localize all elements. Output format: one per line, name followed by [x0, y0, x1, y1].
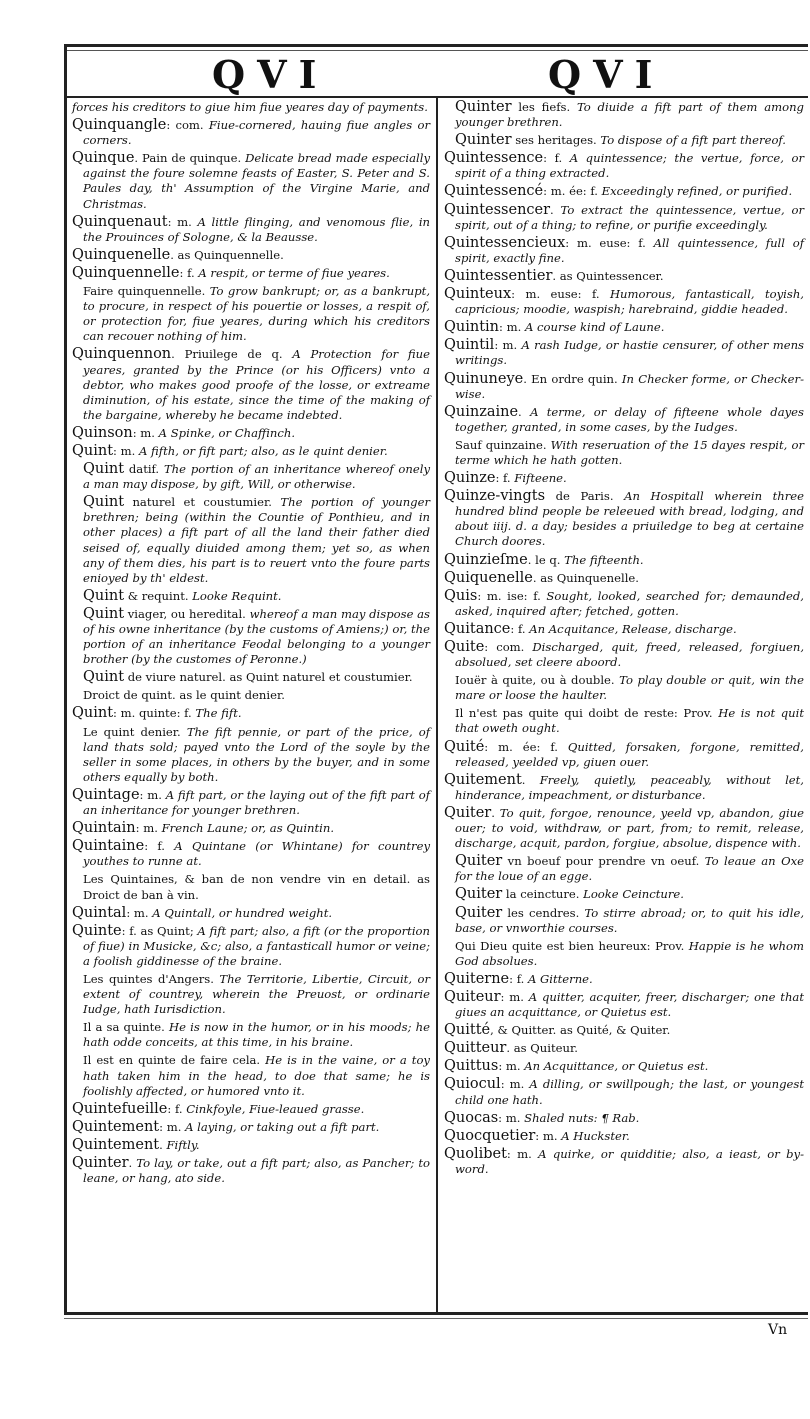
entry-french-text: : m. ise: f. — [477, 588, 541, 603]
entry-english-gloss: The Territorie, Libertie, Circuit, or extent of countrey, wherein the Preuost, or ordinarie Iudge, hath Iurisdiction. — [83, 971, 430, 1017]
entry-french-text: . Priuilege de q. — [171, 347, 283, 362]
dictionary-entry — [444, 1077, 804, 1107]
entry-english-gloss: Fifteene. — [510, 471, 567, 486]
dictionary-entry — [444, 438, 804, 468]
entry-headword: Quinquennon — [72, 346, 172, 363]
entry-french-text: : m. — [135, 821, 158, 836]
entry-headword: Quintessentier — [444, 267, 553, 284]
entry-headword: Quintessencé — [444, 183, 544, 200]
dictionary-entry — [444, 320, 804, 335]
dictionary-entry — [444, 740, 804, 770]
entry-english-gloss: The portion of an inheritance whereof onely a man may dispose, by gift, Will, or otherwise. — [83, 462, 430, 492]
dictionary-entry — [72, 462, 430, 492]
entry-headword: Quint — [83, 587, 125, 604]
entry-english-gloss: A terme, or delay of fifteene whole dayes together, granted, in some cases, by the Iudges. — [455, 404, 804, 434]
dictionary-entry — [444, 133, 804, 148]
entry-headword: Quinuneye — [444, 370, 524, 387]
entry-french-text: : m. — [167, 214, 192, 229]
entry-english-gloss: A Spinke, or Chaffinch. — [155, 425, 296, 440]
entry-french-text: . En ordre quin. — [523, 371, 618, 386]
entry-english-gloss: The fifteenth. — [560, 552, 644, 567]
entry-french-text: : f. as Quint; — [121, 923, 194, 938]
entry-french-text: : m. euse: f. — [565, 235, 646, 250]
entry-french-text: naturel et coustumier. — [124, 495, 272, 510]
dictionary-entry — [72, 1102, 430, 1117]
entry-french-text: : m. — [494, 338, 518, 353]
entry-english-gloss: An Acquittance, or Quietus est. — [520, 1059, 709, 1074]
entry-french-text: : m. — [506, 1146, 532, 1161]
dictionary-entry — [72, 1120, 430, 1135]
entry-french-text: : m. euse: f. — [511, 287, 600, 302]
entry-headword: Quinquangle — [72, 117, 167, 134]
entry-english-gloss: forces his creditors to giue him fiue yeares day of payments. — [72, 100, 428, 114]
entry-french-text: : m. — [126, 905, 149, 920]
entry-french-text: Il a sa quinte. — [83, 1020, 165, 1035]
entry-headword: Quinter — [72, 1155, 129, 1171]
entry-french-text: : m. ée: f. — [543, 184, 598, 199]
entry-headword: Quintain — [72, 820, 136, 837]
dictionary-entry — [444, 287, 804, 317]
entry-english-gloss: A Quintall, or hundred weight. — [148, 905, 333, 920]
dictionary-entry — [72, 607, 430, 667]
entry-headword: Quinquenaut — [72, 213, 168, 230]
dictionary-entry — [72, 725, 430, 785]
frame-bottom-rule-thin — [64, 1318, 808, 1319]
entry-french-text: . — [491, 805, 495, 820]
dictionary-entry — [444, 405, 804, 435]
entry-french-text: . as Quinquenelle. — [532, 570, 639, 585]
entry-french-text: . Pain de quinque. — [134, 151, 242, 166]
entry-english-gloss: To extract the quintessence, vertue, or spirit, out of a thing; to refine, or purifie exceedingly. — [455, 202, 804, 232]
entry-french-text: : com. — [484, 640, 525, 654]
catchword: Vn — [768, 1322, 788, 1338]
entry-english-gloss: A respit, or terme of fiue yeares. — [194, 265, 390, 280]
dictionary-entry — [444, 338, 804, 368]
dictionary-entry — [72, 924, 430, 969]
entry-english-gloss: All quintessence, full of spirit, exactly fine. — [455, 235, 805, 265]
entry-french-text: . as Quiteur. — [506, 1041, 578, 1056]
dictionary-entry — [444, 906, 804, 936]
entry-headword: Quitance — [444, 620, 511, 637]
entry-french-text: : com. — [166, 118, 204, 133]
dictionary-entry — [444, 553, 804, 568]
entry-french-text: & requint. — [124, 588, 189, 603]
entry-headword: Quinte — [72, 922, 122, 939]
entry-french-text: : m. — [113, 443, 136, 458]
entry-french-text: . le q. — [527, 552, 561, 567]
dictionary-entry — [72, 347, 430, 422]
dictionary-entry — [72, 821, 430, 836]
entry-headword: Quiter — [455, 904, 503, 921]
entry-french-text: : m. — [159, 1119, 182, 1134]
dictionary-entry — [444, 939, 804, 969]
entry-english-gloss: To quit, forgoe, renounce, yeeld vp, abandon, giue ouer; to void, withdraw, or part, from; to remit, release, discharge, acquit, pardon, forgiue, absolue, dispence with. — [455, 805, 804, 851]
dictionary-entry — [444, 887, 804, 902]
dictionary-entry — [444, 673, 804, 703]
dictionary-entry — [72, 248, 430, 263]
dictionary-entry — [72, 284, 430, 344]
entry-french-text: : f. — [543, 151, 563, 166]
entry-headword: Quiteur — [444, 988, 501, 1005]
dictionary-entry — [444, 571, 804, 586]
entry-french-text: . — [518, 404, 522, 419]
entry-headword: Quiocul — [444, 1076, 501, 1093]
dictionary-entry — [444, 151, 804, 181]
entry-headword: Quint — [83, 461, 125, 478]
entry-headword: Quiquenelle — [444, 569, 533, 586]
entry-french-text: Droict de quint. as le quint denier. — [83, 688, 285, 703]
entry-english-gloss: Freely, quietly, peaceably, without let, hinderance, impeachment, or disturbance. — [455, 772, 804, 802]
entry-french-text: . — [159, 1137, 163, 1152]
entry-headword: Quite — [444, 639, 485, 655]
entry-english-gloss: To play double or quit, win the mare or loose the haulter. — [455, 673, 804, 703]
entry-english-gloss: A rash Iudge, or hastie censurer, of other mens writings. — [455, 338, 804, 368]
entry-headword: Quintefueille — [72, 1100, 168, 1117]
entry-french-text: vn boeuf pour prendre vn oeuf. — [502, 854, 700, 869]
entry-french-text: : m. — [498, 1059, 521, 1074]
entry-english-gloss: He is not quit that oweth ought. — [455, 706, 805, 736]
dictionary-entry — [444, 706, 804, 736]
entry-headword: Quinque — [72, 150, 135, 167]
entry-headword: Quinter — [455, 99, 512, 115]
dictionary-entry — [72, 688, 430, 703]
right-column — [444, 100, 804, 1180]
entry-english-gloss: He is in the vaine, or a toy hath taken him in the head, to doe that same; he is foolishly affected, or humored vnto it. — [83, 1053, 430, 1098]
entry-headword: Quint — [72, 442, 114, 459]
entry-english-gloss: Fiftly. — [162, 1137, 200, 1152]
entry-headword: Quiter — [455, 886, 503, 903]
entry-french-text: ses heritages. — [511, 133, 597, 148]
entry-english-gloss: whereof a man may dispose as of his owne inheritance (by the customs of Amiens;) or, the portion of an inheritance Feodal belonging to a younger brother (by the customes of Peronne.) — [83, 606, 431, 667]
entry-headword: Quiter — [455, 853, 503, 870]
entry-english-gloss: To stirre abroad; or, to quit his idle, base, or vnworthie courses. — [455, 905, 805, 935]
entry-headword: Quitteur — [444, 1040, 507, 1057]
entry-english-gloss: A Gitterne. — [524, 971, 593, 986]
entry-english-gloss: To dispose of a fift part thereof. — [596, 133, 786, 148]
dictionary-entry — [72, 906, 430, 921]
dictionary-entry — [72, 788, 430, 818]
entry-english-gloss: Delicate bread made especially against the foure solemne feasts of Easter, S. Peter and S. Paules day, th' Assumption of the Virgine Marie, and Christmas. — [83, 151, 431, 211]
entry-headword: Quintessencer — [444, 201, 551, 218]
frame-top-rule — [64, 44, 808, 47]
entry-headword: Quis — [444, 587, 478, 604]
dictionary-entry — [72, 972, 430, 1017]
entry-english-gloss: He is now in the humor, or in his moods; he hath odde conceits, at this time, in his braine. — [83, 1020, 430, 1050]
entry-headword: Quolibet — [444, 1145, 507, 1162]
dictionary-entry — [72, 151, 430, 211]
column-divider — [436, 98, 438, 1312]
entry-french-text: Qui Dieu quite est bien heureux: Prov. — [455, 938, 685, 953]
entry-english-gloss: A quirke, or quidditie; also, a ieast, or by-word. — [455, 1146, 804, 1176]
entry-headword: Quint — [83, 605, 125, 622]
entry-french-text: : f. — [179, 265, 195, 280]
entry-english-gloss: To diuide a fift part of them among younger brethren. — [455, 100, 804, 130]
entry-headword: Quinter — [455, 132, 512, 149]
entry-french-text: Faire quinquennelle. — [83, 284, 206, 299]
entry-english-gloss: A laying, or taking out a fift part. — [181, 1119, 380, 1134]
dictionary-entry — [444, 269, 804, 284]
entry-headword: Quinzieſme — [444, 551, 528, 568]
entry-english-gloss: In Checker forme, or Checker-wise. — [455, 371, 804, 401]
entry-french-text: : m. — [500, 989, 524, 1004]
entry-french-text: : m. — [498, 1110, 521, 1125]
left-column — [72, 100, 430, 1189]
entry-french-text: de Paris. — [545, 489, 614, 504]
entry-headword: Quint — [72, 705, 114, 722]
entry-english-gloss: Cinkfoyle, Fiue-leaued grasse. — [182, 1101, 365, 1116]
entry-english-gloss: Fiue-cornered, hauing fiue angles or corners. — [83, 118, 430, 148]
entry-headword: Quocas — [444, 1109, 499, 1126]
dictionary-entry — [72, 839, 430, 869]
entry-french-text: : m. ée: f. — [484, 739, 558, 754]
frame-left-rule — [64, 44, 67, 1314]
dictionary-entry — [72, 100, 430, 115]
dictionary-entry — [444, 489, 804, 549]
dictionary-entry — [444, 990, 804, 1020]
dictionary-entry — [444, 622, 804, 637]
entry-english-gloss: Quitted, forsaken, forgone, remitted, released, yeelded vp, giuen ouer. — [455, 739, 804, 769]
dictionary-entry — [72, 266, 430, 281]
entry-english-gloss: A Quintane (or Whintane) for countrey youthes to runne at. — [83, 839, 431, 869]
dictionary-entry — [444, 471, 804, 486]
running-head-right: QVI — [548, 52, 665, 97]
entry-headword: Quinquenelle — [72, 246, 171, 263]
entry-french-text: . — [128, 1156, 133, 1170]
entry-french-text: : f. — [495, 471, 511, 486]
entry-headword: Quinquennelle — [72, 264, 180, 281]
dictionary-entry — [72, 495, 430, 586]
dictionary-entry — [72, 118, 430, 148]
entry-french-text: : f. — [167, 1101, 183, 1116]
entry-english-gloss: To leaue an Oxe for the loue of an egge. — [455, 854, 804, 884]
entry-headword: Quocquetier — [444, 1127, 536, 1144]
dictionary-entry — [72, 215, 430, 245]
entry-french-text: Iouër à quite, ou à double. — [455, 673, 615, 688]
dictionary-entry — [444, 1147, 804, 1177]
entry-french-text: : m. — [535, 1128, 558, 1143]
entry-french-text: : m. — [500, 1077, 525, 1092]
entry-english-gloss: A quintessence; the vertue, force, or spirit of a thing extracted. — [455, 151, 805, 181]
dictionary-entry — [444, 203, 804, 233]
entry-french-text: Les Quintaines, & ban de non vendre vin en detail. as Droict de ban à vin. — [83, 872, 430, 902]
entry-english-gloss: A quitter, acquiter, freer, discharger; one that giues an acquittance, or Quietus est. — [455, 989, 804, 1020]
dictionary-entry — [72, 589, 430, 604]
dictionary-entry — [444, 1059, 804, 1074]
entry-english-gloss: Looke Ceincture. — [579, 887, 684, 902]
dictionary-entry — [444, 184, 804, 199]
entry-english-gloss: Exceedingly refined, or purified. — [597, 184, 793, 199]
entry-headword: Quintage — [72, 786, 140, 803]
entry-headword: Quitté — [444, 1022, 491, 1039]
dictionary-entry — [444, 1023, 804, 1038]
entry-french-text: : m. quinte: f. — [113, 706, 192, 721]
entry-english-gloss: An Hospitall wherein three hundred blind people be releeued with bread, lodging, and about iiij. d. a day; besides a priuiledge to beg at certaine Church doores. — [455, 489, 804, 549]
entry-headword: Quitement — [444, 771, 522, 788]
entry-english-gloss: An Acquitance, Release, discharge. — [525, 621, 737, 636]
frame-top-rule-thin — [64, 50, 808, 51]
entry-english-gloss: Humorous, fantasticall, toyish, capricious; moodie, waspish; harebraind, giddie headed. — [455, 287, 804, 317]
dictionary-entry — [72, 706, 430, 721]
entry-english-gloss: A fift part; also, a fift (or the proportion of fiue) in Musicke, &c; also, a fantasticall humor or veine; a foolish giddinesse of the braine. — [83, 923, 430, 968]
dictionary-entry — [72, 1020, 430, 1050]
dictionary-entry — [72, 670, 430, 685]
entry-french-text: Le quint denier. — [83, 724, 181, 739]
dictionary-entry — [444, 1129, 804, 1144]
dictionary-entry — [72, 1156, 430, 1186]
entry-french-text: , & Quitter. as Quité, & Quiter. — [490, 1023, 671, 1038]
entry-english-gloss: With reseruation of the 15 dayes respit, or terme which he hath gotten. — [455, 437, 804, 467]
entry-french-text: . — [521, 772, 526, 787]
dictionary-entry — [444, 236, 804, 266]
frame-bottom-rule — [64, 1312, 808, 1315]
dictionary-entry — [444, 372, 804, 402]
entry-headword: Quittus — [444, 1058, 499, 1075]
entry-headword: Quintement — [72, 1136, 160, 1153]
entry-french-text: de viure naturel. as Quint naturel et coustumier. — [124, 670, 413, 685]
entry-english-gloss: French Laune; or, as Quintin. — [157, 821, 335, 836]
entry-english-gloss: Sought, looked, searched for; demaunded, asked, inquired after; fetched, gotten. — [455, 588, 804, 618]
entry-english-gloss: A little flinging, and venomous flie, in the Prouinces of Sologne, & la Beausse. — [83, 214, 430, 244]
entry-french-text: Sauf quinzaine. — [455, 437, 547, 452]
dictionary-entry — [444, 773, 804, 803]
dictionary-entry — [72, 872, 430, 902]
dictionary-entry — [72, 426, 430, 441]
entry-english-gloss: The fift. — [191, 706, 242, 721]
dictionary-entry — [444, 806, 804, 851]
dictionary-entry — [444, 640, 804, 670]
entry-french-text: la ceincture. — [502, 887, 580, 902]
entry-english-gloss: Looke Requint. — [188, 588, 282, 603]
dictionary-entry — [444, 100, 804, 130]
entry-french-text: . as Quintessencer. — [552, 268, 664, 283]
entry-headword: Quint — [83, 669, 125, 686]
entry-headword: Quintal — [72, 904, 127, 921]
entry-french-text: : m. — [132, 425, 155, 440]
entry-headword: Quintessencieux — [444, 234, 566, 251]
entry-english-gloss: A fift part, or the laying out of the fift part of an inheritance for younger brethren. — [83, 787, 430, 818]
entry-french-text: . as Quinquennelle. — [170, 247, 284, 262]
entry-headword: Quinze-vingts — [444, 488, 546, 505]
entry-french-text: viager, ou heredital. — [124, 606, 246, 621]
entry-english-gloss: To lay, or take, out a fift part; also, as Pancher; to leane, or hang, ato side. — [83, 1156, 430, 1186]
entry-french-text: les fiefs. — [511, 100, 571, 114]
entry-english-gloss: A Protection for fiue yeares, granted by the Prince (or his Officers) vnto a debtor, who makes good proofe of the losse, or extreame diminution, of his estate, since the time of the making of the bargaine, whereby he became indebted. — [83, 347, 430, 422]
dictionary-entry — [444, 1111, 804, 1126]
entry-headword: Quinzaine — [444, 403, 519, 420]
entry-french-text: : f. — [509, 971, 525, 986]
entry-english-gloss: A course kind of Laune. — [521, 320, 665, 335]
dictionary-entry — [72, 1053, 430, 1098]
dictionary-entry — [444, 854, 804, 884]
entry-french-text: : m. — [139, 787, 162, 802]
entry-french-text: . — [550, 202, 554, 217]
entry-english-gloss: Happie is he whom God absolues. — [455, 938, 804, 968]
dictionary-entry — [444, 972, 804, 987]
entry-french-text: les cendres. — [502, 905, 580, 920]
entry-headword: Quintaine — [72, 838, 145, 855]
entry-french-text: Il n'est pas quite qui doibt de reste: Prov. — [455, 706, 713, 721]
running-head-left: QVI — [212, 52, 329, 97]
entry-english-gloss: Discharged, quit, freed, released, forgiuen, absolued, set cleere aboord. — [455, 640, 804, 670]
entry-french-text: : f. — [144, 839, 165, 854]
entry-headword: Quintement — [72, 1118, 160, 1135]
entry-english-gloss: Shaled nuts: ¶ Rab. — [520, 1110, 640, 1125]
entry-headword: Quintessence — [444, 150, 544, 167]
entry-headword: Quintil — [444, 337, 495, 354]
entry-french-text: Les quintes d'Angers. — [83, 971, 214, 986]
entry-headword: Quintin — [444, 319, 500, 336]
dictionary-entry — [444, 589, 804, 619]
entry-french-text: Il est en quinte de faire cela. — [83, 1053, 261, 1068]
entry-english-gloss: A dilling, or swillpough; the last, or youngest child one hath. — [455, 1077, 804, 1107]
entry-french-text: : m. — [499, 320, 522, 335]
entry-english-gloss: The fift pennie, or part of the price, of land thats sold; payed vnto the Lord of the soyle by the seller in some places, in others by the buyer, and in some others equally by both. — [83, 724, 430, 784]
entry-french-text: : f. — [510, 621, 526, 636]
entry-english-gloss: The portion of younger brethren; being (within the Countie of Ponthieu, and in other places) a fift part of all the land their father died seised of, equally diuided among them; yet so, as when any of them dies, his part is to reuert vnto the foure parts enioyed by th' eldest. — [83, 495, 430, 585]
entry-headword: Quint — [83, 494, 125, 511]
entry-english-gloss: A Huckster. — [557, 1128, 630, 1143]
dictionary-entry — [72, 444, 430, 459]
entry-headword: Quinson — [72, 424, 133, 441]
dictionary-entry — [72, 1138, 430, 1153]
entry-headword: Quiter — [444, 804, 492, 821]
entry-headword: Quiterne — [444, 970, 510, 987]
entry-headword: Quité — [444, 738, 485, 755]
entry-headword: Quinze — [444, 470, 496, 487]
entry-french-text: datif. — [124, 462, 160, 477]
entry-headword: Quinteux — [444, 286, 512, 303]
dictionary-entry — [444, 1041, 804, 1056]
entry-english-gloss: To grow bankrupt; or, as a bankrupt, to procure, in respect of his pouertie or losses, a respit of, or protection for, fiue yeares, during which his creditors can recouer nothing of him. — [83, 284, 431, 344]
entry-english-gloss: A fifth, or fift part; also, as le quint denier. — [135, 443, 388, 458]
